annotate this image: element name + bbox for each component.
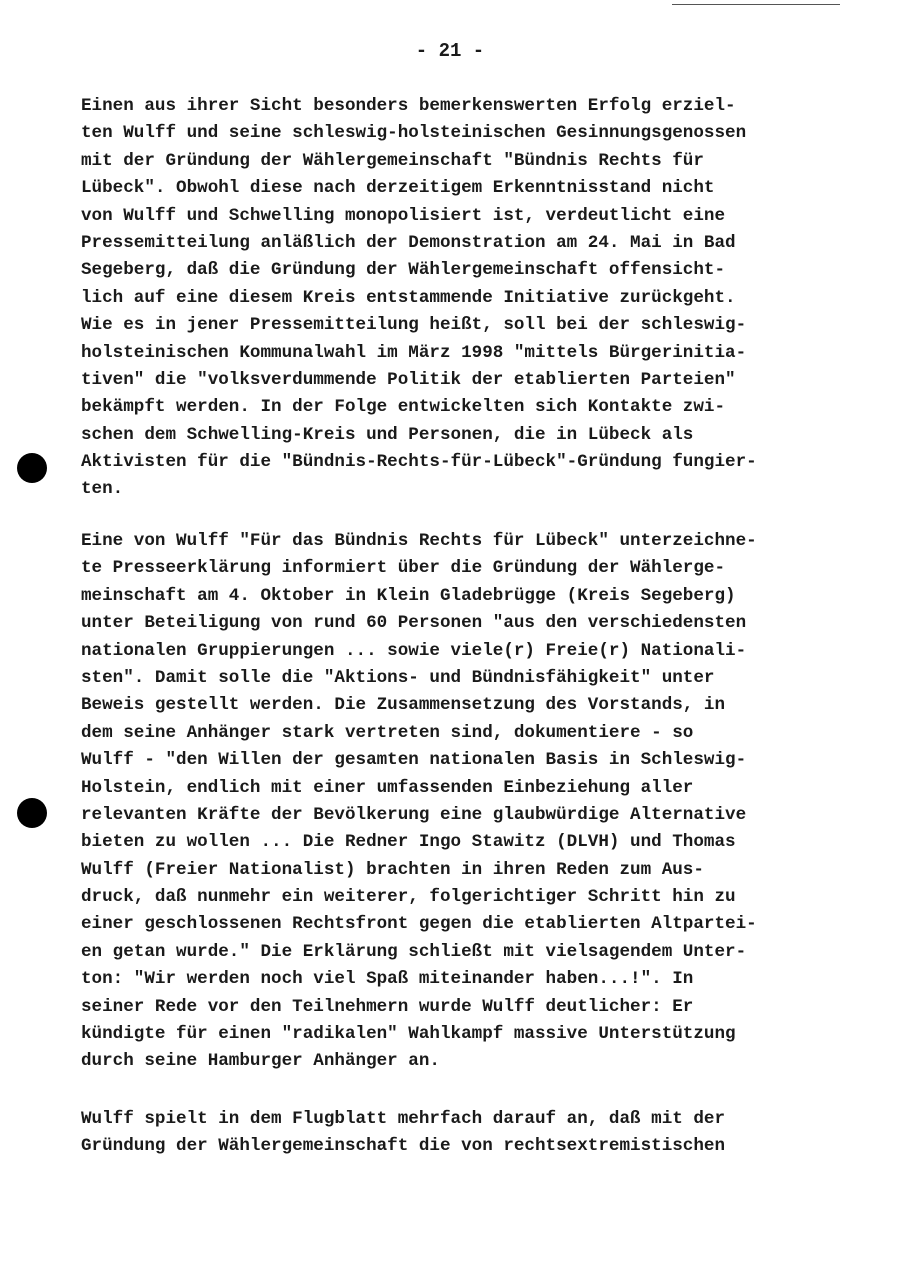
punch-hole-mark [17,798,47,828]
text-line: ten. [81,479,124,500]
text-line: Pressemitteilung anläßlich der Demonstration am 24. Mai in Bad [81,232,736,253]
text-line: holsteinischen Kommunalwahl im März 1998 "mittels Bürgerinitia- [81,342,747,363]
text-line: sten". Damit solle die "Aktions- und Bündnisfähigkeit" unter [81,667,715,688]
text-line: Lübeck". Obwohl diese nach derzeitigem Erkenntnisstand nicht [81,178,715,199]
text-line: Wulff - "den Willen der gesamten nationalen Basis in Schleswig- [81,750,747,771]
top-edge-rule [672,4,840,5]
text-line: relevanten Kräfte der Bevölkerung eine glaubwürdige Alternative [81,804,747,825]
text-line: Wulff (Freier Nationalist) brachten in ihren Reden zum Aus- [81,859,704,880]
text-line: en getan wurde." Die Erklärung schließt mit vielsagendem Unter- [81,941,747,962]
text-line: meinschaft am 4. Oktober in Klein Gladebrügge (Kreis Segeberg) [81,585,736,606]
text-line: dem seine Anhänger stark vertreten sind, dokumentiere - so [81,722,694,743]
text-line: von Wulff und Schwelling monopolisiert ist, verdeutlicht eine [81,205,726,226]
text-line: unter Beteiligung von rund 60 Personen "aus den verschiedensten [81,613,747,634]
text-line: ten Wulff und seine schleswig-holsteinischen Gesinnungsgenossen [81,123,747,144]
text-line: Holstein, endlich mit einer umfassenden Einbeziehung aller [81,777,694,798]
text-line: druck, daß nunmehr ein weiterer, folgerichtiger Schritt hin zu [81,887,736,908]
text-line: bieten zu wollen ... Die Redner Ingo Stawitz (DLVH) und Thomas [81,832,736,853]
text-line: bekämpft werden. In der Folge entwickelten sich Kontakte zwi- [81,397,726,418]
page-number: - 21 - [415,40,485,62]
text-line: durch seine Hamburger Anhänger an. [81,1051,440,1072]
text-line: tiven" die "volksverdummende Politik der etablierten Parteien" [81,369,736,390]
text-line: kündigte für einen "radikalen" Wahlkampf massive Unterstützung [81,1024,736,1045]
text-line: Wulff spielt in dem Flugblatt mehrfach darauf an, daß mit der [81,1109,726,1129]
text-line: Gründung der Wählergemeinschaft die von rechtsextremistischen [81,1136,726,1157]
text-line: Einen aus ihrer Sicht besonders bemerkenswerten Erfolg erziel- [81,96,736,116]
text-line: Beweis gestellt werden. Die Zusammensetzung des Vorstands, in [81,695,726,716]
text-line: schen dem Schwelling-Kreis und Personen, die in Lübeck als [81,424,694,445]
paragraph-2 [81,528,841,1076]
text-line: Aktivisten für die "Bündnis-Rechts-für-Lübeck"-Gründung fungier- [81,452,757,473]
paragraph-1 [81,93,841,504]
punch-hole-mark [17,453,47,483]
text-line: Wie es in jener Pressemitteilung heißt, soll bei der schleswig- [81,315,747,336]
text-line: te Presseerklärung informiert über die Gründung der Wählerge- [81,558,726,579]
text-line: einer geschlossenen Rechtsfront gegen die etablierten Altpartei- [81,914,757,935]
text-line: ton: "Wir werden noch viel Spaß miteinander haben...!". In [81,969,694,990]
text-line: Segeberg, daß die Gründung der Wählergemeinschaft offensicht- [81,260,726,281]
text-line: Eine von Wulff "Für das Bündnis Rechts für Lübeck" unterzeichne- [81,531,757,551]
text-line: lich auf eine diesem Kreis entstammende Initiative zurückgeht. [81,287,736,308]
text-line: nationalen Gruppierungen ... sowie viele(r) Freie(r) Nationali- [81,640,747,661]
text-line: mit der Gründung der Wählergemeinschaft "Bündnis Rechts für [81,150,704,171]
paragraph-3 [81,1106,841,1161]
text-line: seiner Rede vor den Teilnehmern wurde Wulff deutlicher: Er [81,996,694,1017]
